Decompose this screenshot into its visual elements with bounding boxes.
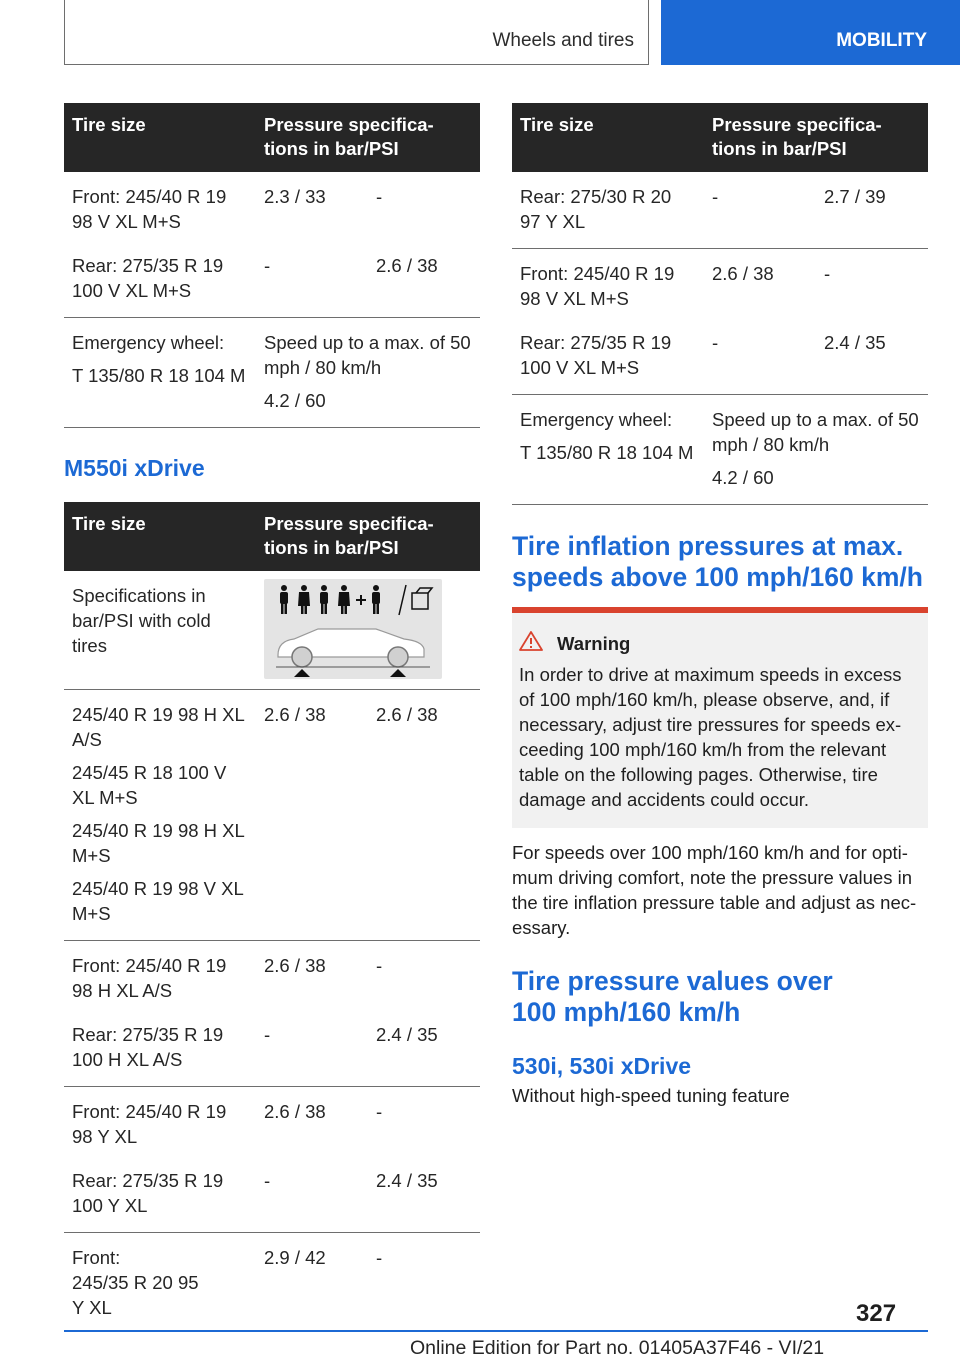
table-row bbox=[64, 241, 480, 318]
cell-value bbox=[256, 318, 480, 428]
emergency-size: T 135/80 R 18 104 M bbox=[520, 442, 694, 463]
cell-value: 2.3 / 33 bbox=[264, 186, 326, 207]
cell-size: Rear: 275/35 R 19 100 V XL M+S bbox=[64, 241, 256, 318]
cell-value: - bbox=[704, 318, 816, 395]
table-row-spec bbox=[64, 571, 480, 690]
cell-value: 2.6 / 38 bbox=[368, 690, 480, 941]
cell-value: 2.7 / 39 bbox=[816, 172, 928, 249]
cell-value: 2.4 / 35 bbox=[368, 1010, 480, 1087]
cell-value: - bbox=[256, 1156, 368, 1233]
cell-value: 2.4 / 35 bbox=[816, 318, 928, 395]
emergency-value: 4.2 / 60 bbox=[264, 390, 326, 411]
th-tire-size: Tire size bbox=[64, 103, 256, 172]
section-heading-inflation: Tire inflation pressures at max. speeds above 100 mph/160 km/h bbox=[512, 531, 923, 592]
load-pictogram-icon bbox=[264, 579, 442, 679]
cell-value: 2.6 / 38 bbox=[712, 263, 774, 284]
cell-value: 2.6 / 38 bbox=[264, 1101, 326, 1122]
cell-spec-text: Specifications in bar/PSI with cold tires bbox=[64, 571, 256, 690]
note-no-high-speed: Without high-speed tuning feature bbox=[512, 1085, 790, 1106]
th-pressure: Pressure specifica‐ tions in bar/PSI bbox=[256, 502, 480, 571]
table-header-row bbox=[512, 103, 928, 172]
heading-line: Tire pressure values over bbox=[512, 966, 833, 996]
table-row-emergency bbox=[64, 318, 480, 428]
size-line: 245/35 R 20 95 bbox=[72, 1272, 199, 1293]
table-row bbox=[64, 1156, 480, 1233]
emergency-size: T 135/80 R 18 104 M bbox=[72, 365, 246, 386]
cell-value: - bbox=[376, 1247, 383, 1268]
warning-head bbox=[519, 631, 912, 656]
cell-value: - bbox=[376, 1101, 383, 1122]
cell-size: Front: 245/40 R 19 98 H XL A/S bbox=[72, 955, 227, 1001]
size-line: 245/40 R 19 98 H XL M+S bbox=[72, 820, 245, 866]
cell-value: 2.9 / 42 bbox=[264, 1247, 326, 1268]
cell-size bbox=[64, 690, 256, 941]
th-tire-size: Tire size bbox=[512, 103, 704, 172]
cell-size: Front: 245/40 R 19 98 V XL M+S bbox=[520, 263, 675, 309]
size-line: 245/40 R 19 98 V XL M+S bbox=[72, 878, 244, 924]
section-heading-m550i: M550i xDrive bbox=[64, 455, 205, 481]
cell-value: - bbox=[376, 955, 383, 976]
heading-line: 100 mph/160 km/h bbox=[512, 997, 741, 1027]
table-row bbox=[64, 1010, 480, 1087]
size-line: 245/45 R 18 100 V XL M+S bbox=[72, 762, 227, 808]
cell-size: Front: 245/40 R 19 98 V XL M+S bbox=[72, 186, 227, 232]
header-section-title: Wheels and tires bbox=[492, 30, 634, 51]
cell-size bbox=[64, 318, 256, 428]
tire-pressure-table-m550i bbox=[64, 502, 480, 1327]
emergency-label: Emergency wheel: bbox=[72, 332, 225, 353]
table-header-row bbox=[64, 502, 480, 571]
cell-value: - bbox=[376, 186, 383, 207]
cell-value: - bbox=[256, 241, 368, 318]
cell-value: 2.6 / 38 bbox=[264, 955, 326, 976]
cell-value: - bbox=[824, 263, 831, 284]
table-row bbox=[64, 1233, 480, 1328]
cell-size: Front: 245/40 R 19 98 Y XL bbox=[72, 1101, 227, 1147]
header-chapter-title: MOBILITY bbox=[836, 30, 927, 51]
emergency-value: 4.2 / 60 bbox=[712, 467, 774, 488]
cell-value bbox=[704, 395, 928, 505]
table-row bbox=[512, 318, 928, 395]
cell-value: 2.6 / 38 bbox=[256, 690, 368, 941]
size-line: Y XL bbox=[72, 1297, 112, 1318]
table-header-row bbox=[64, 103, 480, 172]
size-line: Front: bbox=[72, 1247, 121, 1268]
warning-text: In order to drive at maximum speeds in excess of 100 mph/160 km/h, please observe, and, if necessary, adjust tire pressures for speeds ex‐ ceeding 100 mph/160 km/h from the relevant table on the following pages. Otherwise, tire damage and accidents could occur. bbox=[519, 664, 902, 810]
cell-size: Rear: 275/30 R 20 97 Y XL bbox=[512, 172, 704, 249]
section-heading-over100 bbox=[512, 966, 928, 1028]
warning-triangle-icon bbox=[519, 631, 543, 656]
left-column bbox=[64, 103, 480, 1327]
footer-rule bbox=[64, 1330, 928, 1332]
table-row bbox=[64, 1087, 480, 1157]
tire-pressure-table-top bbox=[64, 103, 480, 428]
cell-value: - bbox=[256, 1010, 368, 1087]
cell-value: 2.4 / 35 bbox=[368, 1156, 480, 1233]
header-chapter-tab bbox=[661, 0, 960, 65]
header-section-box bbox=[64, 0, 649, 65]
table-row bbox=[512, 172, 928, 249]
table-row bbox=[64, 690, 480, 941]
emergency-label: Emergency wheel: bbox=[520, 409, 673, 430]
table-row bbox=[512, 249, 928, 319]
warning-box bbox=[512, 607, 928, 828]
size-line: 245/40 R 19 98 H XL A/S bbox=[72, 704, 245, 750]
cell-size: Rear: 275/35 R 19 100 V XL M+S bbox=[512, 318, 704, 395]
table-row bbox=[64, 941, 480, 1011]
table-row-emergency bbox=[512, 395, 928, 505]
tire-pressure-table-right bbox=[512, 103, 928, 505]
page-number: 327 bbox=[856, 1300, 897, 1327]
cell-value: 2.6 / 38 bbox=[368, 241, 480, 318]
inflation-paragraph: For speeds over 100 mph/160 km/h and for opti‐ mum driving comfort, note the pressure values in the tire inflation pressure table and adjust as nec‐ essary. bbox=[512, 842, 917, 938]
cell-size: Rear: 275/35 R 19 100 H XL A/S bbox=[64, 1010, 256, 1087]
emergency-speed: Speed up to a max. of 50 mph / 80 km/h bbox=[712, 409, 919, 455]
cell-size bbox=[64, 1233, 256, 1328]
warning-label: Warning bbox=[557, 632, 631, 654]
emergency-speed: Speed up to a max. of 50 mph / 80 km/h bbox=[264, 332, 471, 378]
cell-value: - bbox=[704, 172, 816, 249]
cell-size: Rear: 275/35 R 19 100 Y XL bbox=[64, 1156, 256, 1233]
th-tire-size: Tire size bbox=[64, 502, 256, 571]
th-pressure: Pressure specifica‐ tions in bar/PSI bbox=[704, 103, 928, 172]
right-column bbox=[512, 103, 928, 1108]
cell-pictogram bbox=[256, 571, 480, 690]
cell-size bbox=[512, 395, 704, 505]
footer-edition: Online Edition for Part no. 01405A37F46 - VI/21 bbox=[410, 1337, 825, 1359]
table-row bbox=[64, 172, 480, 241]
th-pressure: Pressure specifica‐ tions in bar/PSI bbox=[256, 103, 480, 172]
subheading-530i: 530i, 530i xDrive bbox=[512, 1053, 692, 1079]
